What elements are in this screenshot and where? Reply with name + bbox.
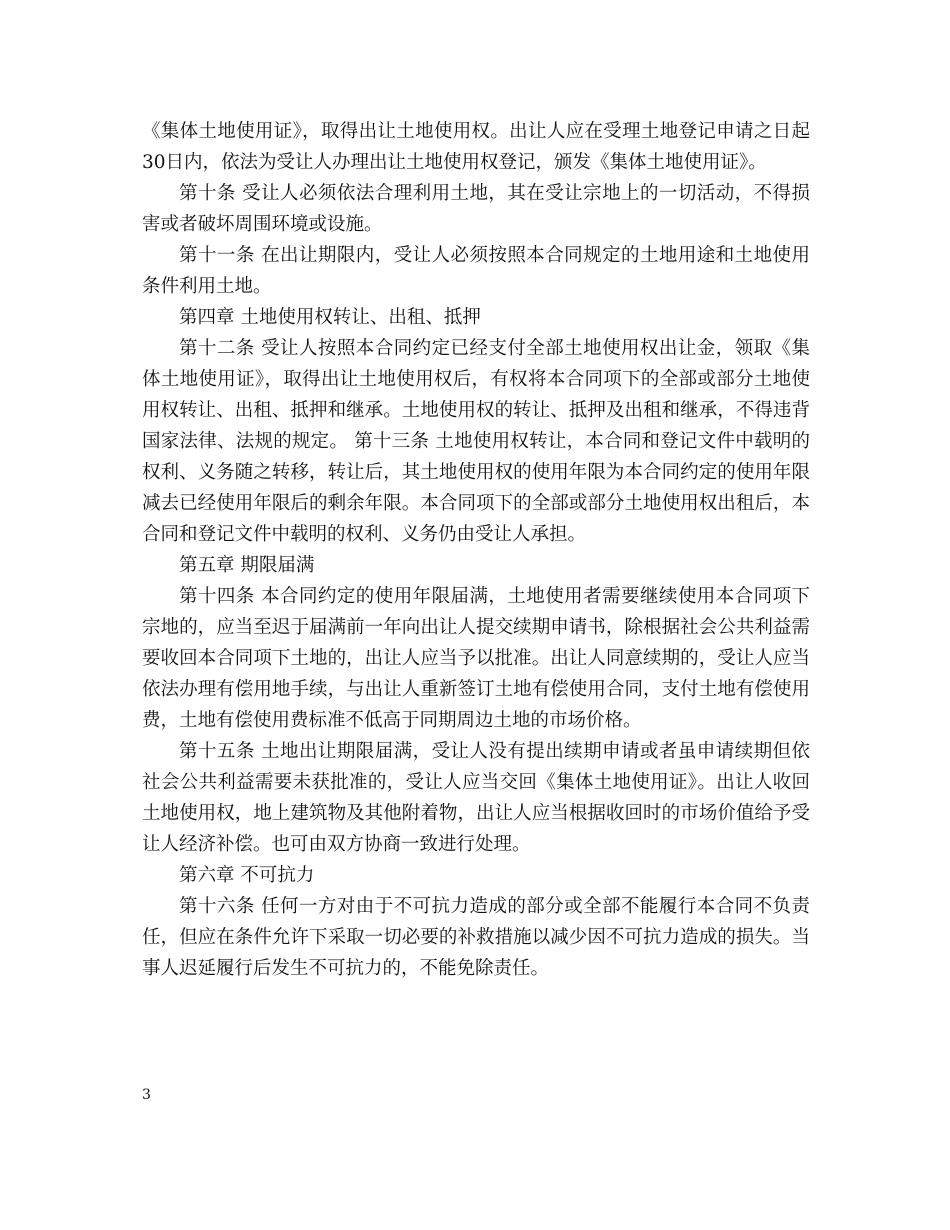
paragraph: 《集体土地使用证》，取得出让土地使用权。出让人应在受理土地登记申请之日起30日内，依法为受让人办理出让土地使用权登记，颁发《集体土地使用证》。 [142,121,810,173]
article-10-paragraph: 第十条 受让人必须依法合理利用土地，其在受让宗地上的一切活动，不得损害或者破坏周围环境或设施。 [142,183,810,235]
chapter-6-heading: 第六章 不可抗力 [179,865,315,886]
chapter-5-heading: 第五章 期限届满 [179,555,315,576]
page-number: 3 [142,1087,151,1103]
article-15-paragraph: 第十五条 土地出让期限届满，受让人没有提出续期申请或者虽申请续期但依社会公共利益需要未获批准的，受让人应当交回《集体土地使用证》。出让人收回土地使用权，地上建筑物及其他附着物，出让人应当根据收回时的市场价值给予受让人经济补偿。也可由双方协商一致进行处理。 [142,741,810,855]
article-14-paragraph: 第十四条 本合同约定的使用年限届满，土地使用者需要继续使用本合同项下宗地的，应当至迟于届满前一年向出让人提交续期申请书，除根据社会公共利益需要收回本合同项下土地的，出让人应当予以批准。出让人同意续期的，受让人应当依法办理有偿用地手续，与出让人重新签订土地有偿使用合同，支付土地有偿使用费，土地有偿使用费标准不低高于同期周边土地的市场价格。 [142,586,810,731]
chapter-4-heading: 第四章 土地使用权转让、出租、抵押 [179,307,481,328]
document-body [142,116,810,984]
article-16-paragraph: 第十六条 任何一方对由于不可抗力造成的部分或全部不能履行本合同不负责任，但应在条件允许下采取一切必要的补救措施以减少因不可抗力造成的损失。当事人迟延履行后发生不可抗力的，不能免除责任。 [142,896,810,979]
article-12-13-paragraph: 第十二条 受让人按照本合同约定已经支付全部土地使用权出让金，领取《集体土地使用证》，取得出让土地使用权后，有权将本合同项下的全部或部分土地使用权转让、出租、抵押和继承。土地使用权的转让、抵押及出租和继承，不得违背国家法律、法规的规定。 第十三条 土地使用权转让，本合同和登记文件中载明的权利、义务随之转移，转让后，其土地使用权的使用年限为本合同约定的使用年限减去已经使用年限后的剩余年限。本合同项下的全部或部分土地使用权出租后，本合同和登记文件中载明的权利、义务仍由受让人承担。 [142,338,810,545]
article-11-paragraph: 第十一条 在出让期限内，受让人必须按照本合同规定的土地用途和土地使用条件利用土地。 [142,245,810,297]
